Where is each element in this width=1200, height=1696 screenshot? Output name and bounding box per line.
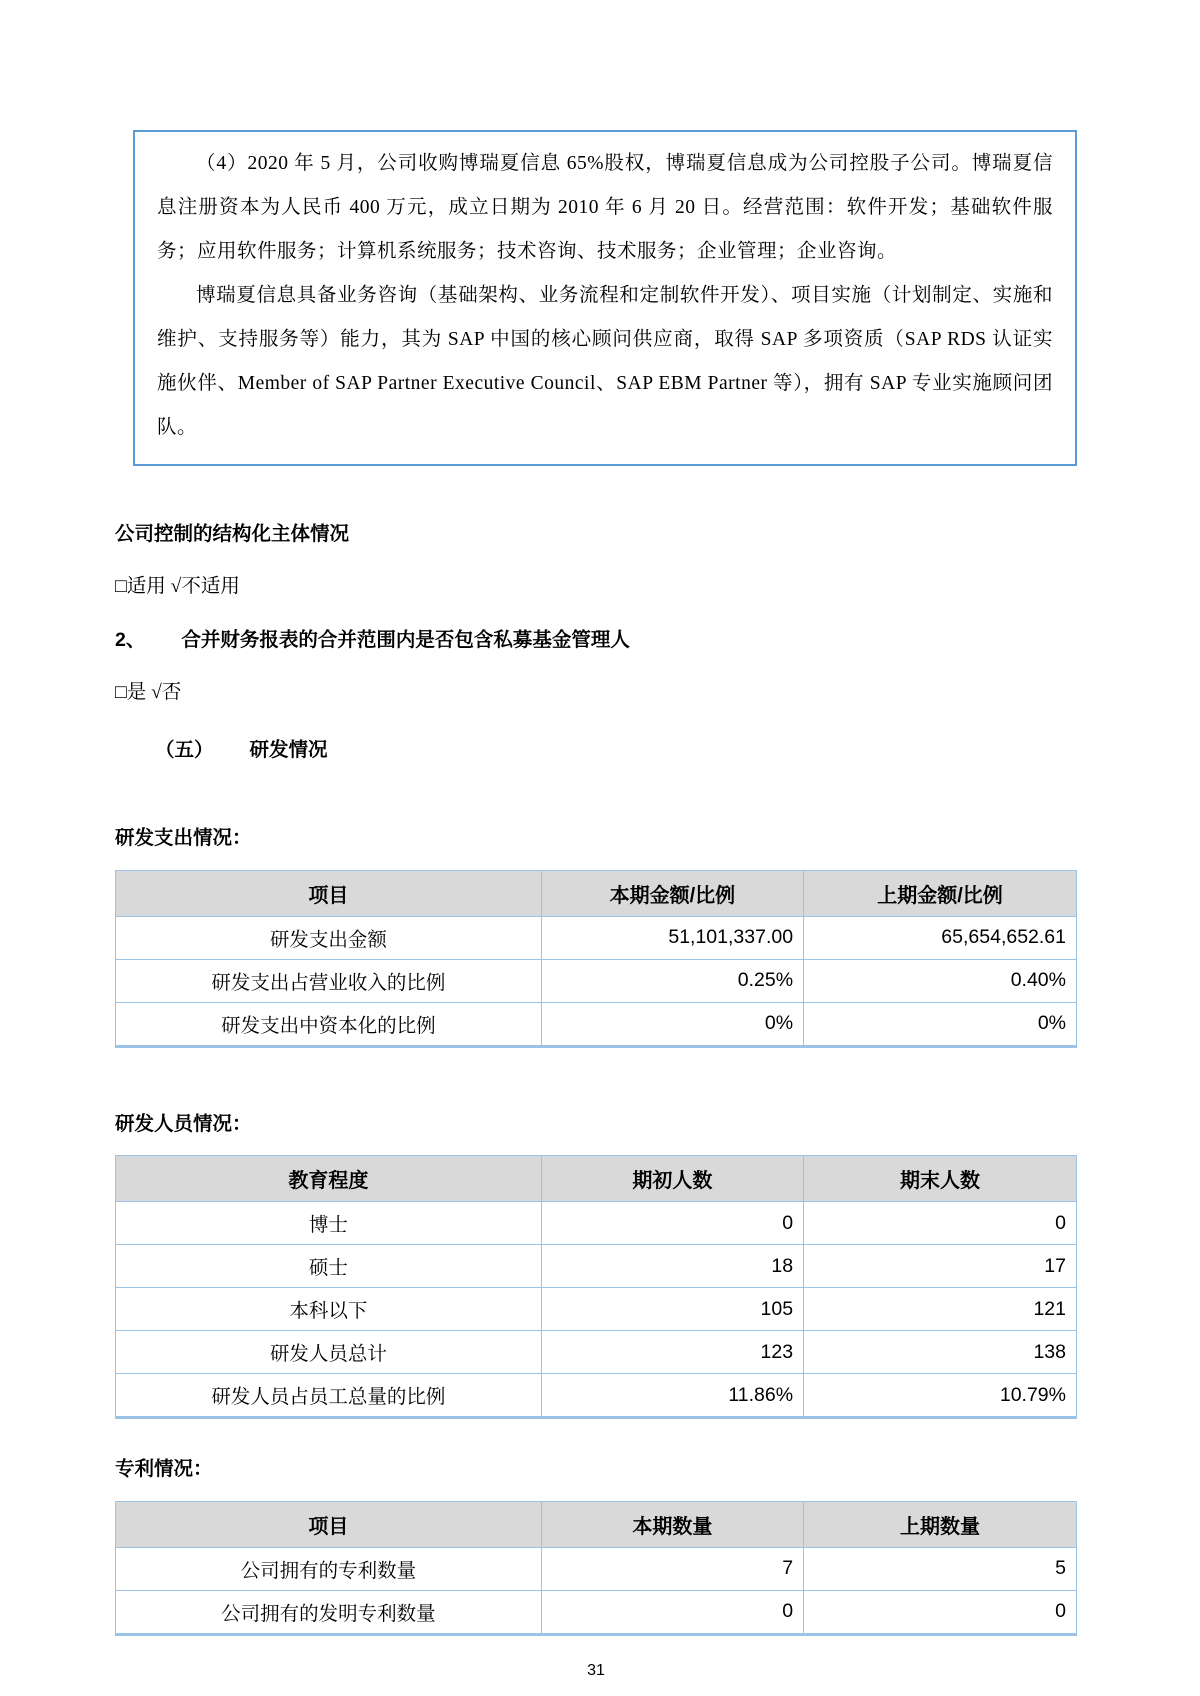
paragraph: 博瑞夏信息具备业务咨询（基础架构、业务流程和定制软件开发）、项目实施（计划制定、实施和维护、支持服务等）能力，其为 SAP 中国的核心顾问供应商，取得 SAP 多项资质（SAP RDS 认证实施伙伴、Member of SAP Partner Executive Council、SAP EBM Partner 等），拥有 SAP 专业实施顾问团队。 xyxy=(157,285,1053,438)
item2-number: 2、 xyxy=(115,629,146,651)
table-cell: 7 xyxy=(541,1547,803,1590)
paragraph: （4）2020 年 5 月，公司收购博瑞夏信息 65%股权，博瑞夏信息成为公司控股子公司。博瑞夏信息注册资本为人民币 400 万元，成立日期为 2010 年 6 月 20 日。经营范围：软件开发；基础软件服务；应用软件服务；计算机系统服务；技术咨询、技术服务；企业管理；企业咨询。 xyxy=(157,153,1053,262)
table-cell: 105 xyxy=(541,1288,803,1331)
table-row xyxy=(116,1331,1077,1374)
table-header-cell: 项目 xyxy=(116,1501,542,1547)
table-row xyxy=(116,916,1077,959)
table-cell: 121 xyxy=(804,1288,1077,1331)
table-cell: 123 xyxy=(541,1331,803,1374)
rd-section-number: （五） xyxy=(155,739,214,761)
table-cell: 研发支出占营业收入的比例 xyxy=(116,959,542,1002)
table-header-cell: 期末人数 xyxy=(804,1156,1077,1202)
table-cell: 0.25% xyxy=(541,959,803,1002)
table-cell: 公司拥有的专利数量 xyxy=(116,1547,542,1590)
table-cell: 65,654,652.61 xyxy=(804,916,1077,959)
table-row xyxy=(116,1374,1077,1418)
rd-section-heading: 研发情况 xyxy=(249,739,328,761)
yes-no-check-line: □是 √否 xyxy=(115,682,182,703)
rd-personnel-table xyxy=(115,1155,1077,1419)
applicable-check-line: □适用 √不适用 xyxy=(115,576,240,597)
table-row xyxy=(116,959,1077,1002)
table-header-cell: 上期数量 xyxy=(804,1501,1077,1547)
table-cell: 0% xyxy=(541,1002,803,1046)
table-header-row xyxy=(116,1501,1077,1547)
table-cell: 10.79% xyxy=(804,1374,1077,1418)
table-row xyxy=(116,1202,1077,1245)
table-cell: 研发支出金额 xyxy=(116,916,542,959)
table-cell: 研发支出中资本化的比例 xyxy=(116,1002,542,1046)
table-header-cell: 项目 xyxy=(116,870,542,916)
patent-table-label: 专利情况： xyxy=(115,1458,213,1480)
table-cell: 18 xyxy=(541,1245,803,1288)
table-row xyxy=(116,1590,1077,1634)
structured-entity-heading: 公司控制的结构化主体情况 xyxy=(115,523,350,545)
rd-personnel-table-label: 研发人员情况： xyxy=(115,1112,252,1135)
table-cell: 5 xyxy=(804,1547,1077,1590)
table-header-cell: 期初人数 xyxy=(541,1156,803,1202)
table-cell: 11.86% xyxy=(541,1374,803,1418)
table-header-row xyxy=(116,870,1077,916)
highlight-box xyxy=(133,130,1077,466)
rd-expense-table-label: 研发支出情况： xyxy=(115,827,252,849)
page-number: 31 xyxy=(587,1661,605,1679)
table-cell: 研发人员总计 xyxy=(116,1331,542,1374)
page-content xyxy=(115,130,1077,1680)
table-cell: 研发人员占员工总量的比例 xyxy=(116,1374,542,1418)
table-cell: 公司拥有的发明专利数量 xyxy=(116,1590,542,1634)
table-header-row xyxy=(116,1156,1077,1202)
table-cell: 本科以下 xyxy=(116,1288,542,1331)
table-cell: 0 xyxy=(541,1590,803,1634)
table-row xyxy=(116,1288,1077,1331)
table-cell: 138 xyxy=(804,1331,1077,1374)
item2-heading-row xyxy=(115,624,1077,652)
table-cell: 51,101,337.00 xyxy=(541,916,803,959)
item2-heading: 合并财务报表的合并范围内是否包含私募基金管理人 xyxy=(181,629,630,651)
table-cell: 0% xyxy=(804,1002,1077,1046)
table-header-cell: 教育程度 xyxy=(116,1156,542,1202)
rd-expense-table xyxy=(115,870,1077,1048)
table-cell: 博士 xyxy=(116,1202,542,1245)
table-header-cell: 上期金额/比例 xyxy=(804,870,1077,916)
table-header-cell: 本期数量 xyxy=(541,1501,803,1547)
rd-section-heading-row xyxy=(115,734,1077,762)
table-cell: 0.40% xyxy=(804,959,1077,1002)
table-cell: 0 xyxy=(804,1590,1077,1634)
table-cell: 硕士 xyxy=(116,1245,542,1288)
patent-table xyxy=(115,1501,1077,1636)
table-cell: 17 xyxy=(804,1245,1077,1288)
table-row xyxy=(116,1245,1077,1288)
table-row xyxy=(116,1547,1077,1590)
table-cell: 0 xyxy=(541,1202,803,1245)
table-header-cell: 本期金额/比例 xyxy=(541,870,803,916)
table-cell: 0 xyxy=(804,1202,1077,1245)
table-row xyxy=(116,1002,1077,1046)
